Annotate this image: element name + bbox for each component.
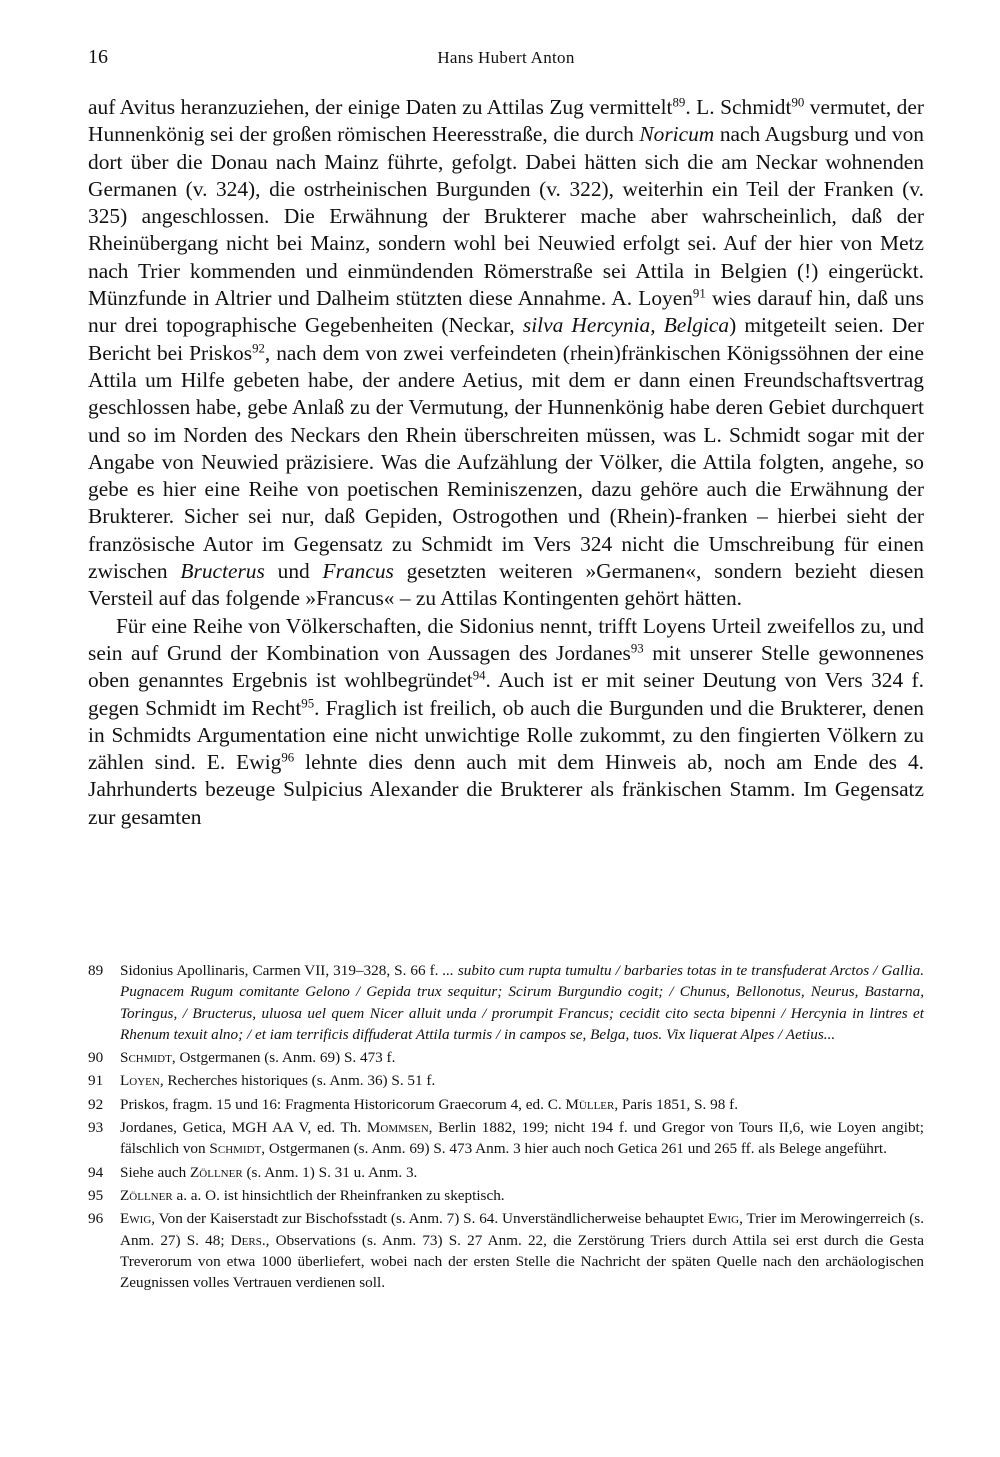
footnote-text: , Paris 1851, S. 98 f.: [614, 1095, 738, 1113]
footnote-number: 89: [88, 962, 104, 979]
running-head-author: Hans Hubert Anton: [437, 48, 575, 67]
text-run: nach Augsburg und von dort über die Donau nach Mainz führte, gefolgt. Dabei hätten sich die am Neckar wohnenden Germanen (v. 324), die ostrheinischen Burgunden (v. 322), weiterhin ein Teil der Franken (v. 325) angeschlossen. Die Erwähnung der Brukterer mache aber wahrscheinlich, daß der Rheinübergang nicht bei Mainz, sondern wohl bei Neuwied erfolgt sei. Auf der hier von Metz nach Trier kommenden und einmündenden Römerstraße sei Attila in Belgien (!) eingerückt. Münzfunde in Altrier und Dalheim stützten diese Annahme. A. Loyen: [88, 122, 924, 311]
footnote-number: 94: [88, 1163, 104, 1181]
footnote-ref-94[interactable]: 94: [472, 668, 486, 683]
footnote-text: , Von der Kaiserstadt zur Bischofsstadt (s. Anm. 7) S. 64. Unverständlicherweise behauptet: [151, 1210, 708, 1228]
footnote-text: , Berlin 1882, 199; nicht 194 f. und Gregor von Tours II,6, wie Loyen angibt; fälschlich von: [120, 1119, 924, 1158]
text-run: . Fraglich ist freilich, ob auch die Burgunden und die Brukterer, denen in Schmidts Argumentation eine nicht unwichtige Rolle zukommt, zu den fingierten Völkern zu zählen sind. E. Ewig: [88, 695, 924, 775]
footnote-text: a. a. O. ist hinsichtlich der Rheinfranken zu skeptisch.: [172, 1186, 505, 1204]
text-run: auf Avitus heranzuziehen, der einige Daten zu Attilas Zug vermittelt: [88, 95, 673, 119]
author-name: Loyen: [120, 1072, 160, 1090]
footnote-number: 96: [88, 1210, 104, 1228]
footnote-90: [88, 1047, 924, 1068]
italic-term: Francus: [322, 559, 394, 584]
footnote-text: (s. Anm. 1) S. 31 u. Anm. 3.: [242, 1163, 418, 1181]
footnote-text: Priskos, fragm. 15 und 16: Fragmenta Historicorum Graecorum 4, ed. C.: [120, 1095, 566, 1113]
footnote-text: Sidonius Apollinaris, Carmen VII, 319–328, S. 66 f.: [120, 962, 443, 979]
footnote-89: [88, 960, 924, 1045]
author-name: Ders.: [230, 1231, 266, 1249]
footnote-ref-89[interactable]: 89: [672, 95, 686, 110]
text-run: mit unserer Stelle gewonnenes oben genanntes Ergebnis ist wohlbegründet: [88, 640, 925, 693]
footnote-quote: ... subito cum rupta tumultu / barbaries totas in te transfuderat Arctos / Gallia. Pugnacem Rugum comitante Gelono / Gepida trux sequitur; Scirum Burgundio cogit; / Chunus, Bellonotus, Neurus, Bastarna, Toringus, / Bructerus, uluosa uel quem Nicer alluit unda / prorumpit Francus; cecidit cito secta bipenni / Hercynia in lintres et Rhenum texuit alno; / et iam terrificis diffuderat Attila turmis / in campos se, Belga, tuos. Vix liquerat Alpes / Aetius...: [120, 962, 924, 1043]
footnote-number: 92: [88, 1095, 104, 1113]
footnote-94: [88, 1162, 924, 1183]
footnote-ref-91[interactable]: 91: [692, 286, 706, 301]
text-run: , nach dem von zwei verfeindeten (rhein)fränkischen Königssöhnen der eine Attila um Hilfe gebeten habe, der andere Aetius, mit dem er dann einen Freundschaftsvertrag geschlossen habe, gebe Anlaß zu der Vermutung, der Hunnenkönig habe deren Gebiet durchquert und so im Norden des Neckars den Rhein überschreiten müssen, was L. Schmidt sogar mit der Angabe von Neuwied präzisiere. Was die Aufzählung der Völker, die Attila folgten, angehe, so gebe es hier eine Reihe von poetischen Reminiszenzen, dazu gehöre auch die Erwähnung der Brukterer. Sicher sei nur, daß Gepiden, Ostrogothen und (Rhein)-franken – hierbei sieht der französische Autor im Gegensatz zu Schmidt im Vers 324 nicht die Umschreibung für einen zwischen: [88, 340, 925, 584]
page-number: 16: [88, 46, 108, 68]
author-name: Zöllner: [120, 1186, 173, 1204]
author-name: Ewig: [120, 1210, 152, 1228]
footnote-text: , Ostgermanen (s. Anm. 69) S. 473 Anm. 3 hier auch noch Getica 261 und 265 ff. als Belege angeführt.: [261, 1140, 887, 1158]
footnote-96: [88, 1208, 924, 1293]
author-name: Mommsen: [366, 1119, 429, 1137]
author-name: Zöllner: [190, 1163, 243, 1181]
footnote-text: Siehe auch: [120, 1163, 191, 1181]
text-run: . Auch ist er mit seiner Deutung von Vers 324 f. gegen Schmidt im Recht: [88, 668, 924, 720]
footnotes: [88, 960, 924, 1293]
text-run: Für eine Reihe von Völkerschaften, die Sidonius nennt, trifft Loyens Urteil zweifellos zu, und sein auf Grund der Kombination von Aussagen des Jordanes: [88, 613, 924, 665]
author-name: Ewig: [707, 1210, 740, 1228]
text-run: ) mitgeteilt seien. Der Bericht bei Priskos: [88, 313, 924, 365]
footnote-number: 90: [88, 1049, 104, 1067]
footnote-text: , Ostgermanen (s. Anm. 69) S. 473 f.: [171, 1049, 396, 1067]
footnote-ref-96[interactable]: 96: [281, 750, 295, 765]
page-header: [88, 46, 924, 76]
footnote-number: 91: [88, 1072, 104, 1090]
footnote-number: 95: [88, 1186, 104, 1204]
author-name: Müller: [565, 1095, 615, 1113]
main-text: [88, 94, 924, 831]
footnote-ref-92[interactable]: 92: [252, 340, 265, 355]
paragraph-1: [88, 94, 924, 613]
footnote-ref-93[interactable]: 93: [630, 641, 644, 656]
footnote-text: , Observations (s. Anm. 73) S. 27 Anm. 22, die Zerstörung Triers durch Attila sei erst durch die Gesta Treverorum von etwa 1000 überliefert, wobei nach der ersten Stelle die Nachricht der späten Quelle nach den archäologischen Zeugnissen volles Vertrauen verdienen soll.: [120, 1231, 924, 1292]
text-run: . L. Schmidt: [685, 95, 792, 119]
paragraph-2: [88, 613, 924, 831]
author-name: Schmidt: [120, 1049, 172, 1067]
text-run: lehnte dies denn auch mit dem Hinweis ab, noch am Ende des 4. Jahrhunderts bezeuge Sulpicius Alexander die Brukterer als fränkischen Stamm. Im Gegensatz zur gesamten: [88, 750, 925, 829]
text-run: wies darauf hin, daß uns nur drei topographische Gegebenheiten (Neckar,: [88, 286, 924, 338]
footnote-93: [88, 1117, 924, 1160]
italic-term: Noricum: [639, 122, 715, 147]
italic-term: silva Hercynia, Belgica: [522, 313, 730, 338]
footnote-ref-95[interactable]: 95: [301, 695, 315, 710]
footnote-text: Jordanes, Getica, MGH AA V, ed. Th.: [120, 1119, 367, 1137]
footnote-95: [88, 1185, 924, 1206]
footnote-text: , Trier im Merowingerreich (s. Anm. 27) S. 48;: [120, 1210, 925, 1249]
text-run: vermutet, der Hunnenkönig sei der großen römischen Heeresstraße, die durch: [88, 95, 924, 147]
text-run: und: [264, 559, 323, 584]
footnote-text: , Recherches historiques (s. Anm. 36) S. 51 f.: [159, 1072, 436, 1090]
footnote-91: [88, 1070, 924, 1091]
author-name: Schmidt: [209, 1140, 262, 1158]
footnote-92: [88, 1094, 924, 1115]
text-run: gesetzten weiteren »Germanen«, sondern bezieht diesen Versteil auf das folgende »Francus« – zu Attilas Kontingenten gehört hätten.: [88, 559, 924, 611]
italic-term: Bructerus: [180, 559, 265, 584]
footnote-ref-90[interactable]: 90: [791, 95, 805, 110]
footnote-number: 93: [88, 1119, 104, 1137]
